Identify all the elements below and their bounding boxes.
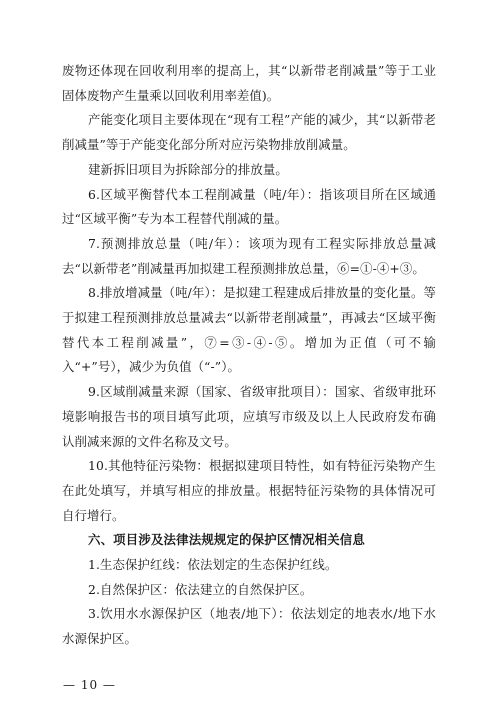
paragraph: 8.排放增减量（吨/年）：是拟建工程建成后排放量的变化量。等于拟建工程预测排放总量减去“以新带老削减量”，再减去“区域平衡替代本工程削减量”，⑦=③-④-⑤。增加为正值（可不输入“+”号），减少为负值（“-”）。 <box>62 285 436 375</box>
paragraph: 3.饮用水水源保护区（地表/地下）：依法划定的地表水/地下水水源保护区。 <box>62 606 436 647</box>
paragraph: 产能变化项目主要体现在“现有工程”产能的减少，其“以新带老削减量”等于产能变化部分所对应污染物排放削减量。 <box>62 112 436 153</box>
paragraph: 9.区域削减量来源（国家、省级审批项目）：国家、省级审批环境影响报告书的项目填写此项，应填写市级及以上人民政府发布确认削减来源的文件名称及文号。 <box>62 384 436 449</box>
document-body <box>62 59 436 652</box>
paragraph: 2.自然保护区：依法建立的自然保护区。 <box>88 581 313 597</box>
paragraph: 6.区域平衡替代本工程削减量（吨/年）：指该项目所在区域通过“区域平衡”专为本工程替代削减的量。 <box>62 186 436 227</box>
paragraph: 1.生态保护红线：依法划定的生态保护红线。 <box>88 557 338 573</box>
paragraph: 建新拆旧项目为拆除部分的排放量。 <box>88 161 288 177</box>
paragraph: 废物还体现在回收利用率的提高上，其“以新带老削减量”等于工业固体废物产生量乘以回收利用率差值)。 <box>62 63 436 103</box>
paragraph: 10.其他特征污染物：根据拟建项目特性，如有特征污染物产生在此处填写，并填写相应的排放量。根据特征污染物的具体情况可自行增行。 <box>62 458 436 523</box>
page-number: — 10 — <box>63 678 116 692</box>
paragraph: 7.预测排放总量（吨/年）：该项为现有工程实际排放总量减去“以新带老”削减量再加拟建工程预测排放总量，⑥=①-④+③。 <box>62 235 436 276</box>
section-heading: 六、项目涉及法律法规规定的保护区情况相关信息 <box>88 532 365 548</box>
